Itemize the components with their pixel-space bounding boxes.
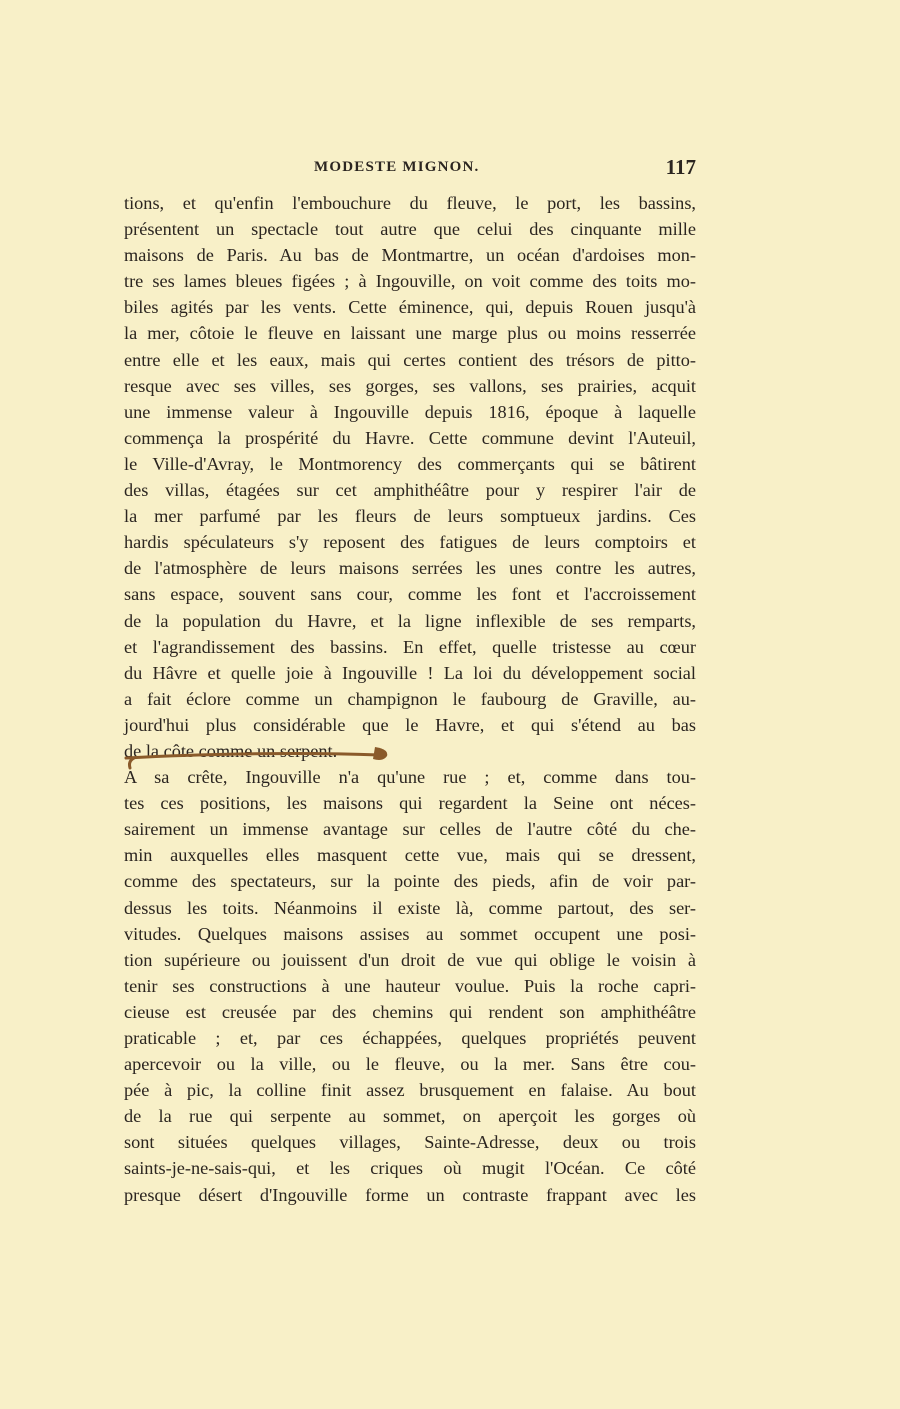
text-line: sairement un immense avantage sur celles de l'autre côté du che- [124, 819, 696, 840]
text-line: tenir ses constructions à une hauteur voulue. Puis la roche capri- [124, 975, 696, 996]
text-line: des villas, étagées sur cet amphithéâtre pour y respirer l'air de [124, 480, 696, 501]
text-line: hardis spéculateurs s'y reposent des fatigues de leurs comptoirs et [124, 532, 696, 553]
text-line: A sa crête, Ingouville n'a qu'une rue ; et, comme dans tou- [124, 767, 696, 788]
text-line: presque désert d'Ingouville forme un contraste frappant avec les [124, 1184, 696, 1205]
page-header [124, 155, 696, 181]
text-line: cieuse est creusée par des chemins qui rendent son amphithéâtre [124, 1001, 696, 1022]
page-number: 117 [665, 155, 696, 179]
text-line: commença la prospérité du Havre. Cette commune devint l'Auteuil, [124, 427, 696, 448]
text-line: tre ses lames bleues figées ; à Ingouville, on voit comme des toits mo- [124, 271, 696, 292]
text-line: une immense valeur à Ingouville depuis 1816, époque à laquelle [124, 401, 696, 422]
text-line: sont situées quelques villages, Sainte-Adresse, deux ou trois [124, 1132, 696, 1153]
text-line: maisons de Paris. Au bas de Montmartre, un océan d'ardoises mon- [124, 245, 696, 266]
text-line: tions, et qu'enfin l'embouchure du fleuve, le port, les bassins, [124, 193, 696, 213]
text-line: et l'agrandissement des bassins. En effet, quelle tristesse au cœur [124, 636, 696, 657]
text-line: min auxquelles elles masquent cette vue, mais qui se dressent, [124, 845, 696, 866]
text-line: du Hâvre et quelle joie à Ingouville ! La loi du développement social [124, 662, 696, 683]
text-line: vitudes. Quelques maisons assises au sommet occupent une posi- [124, 923, 696, 944]
text-line: de la population du Havre, et la ligne inflexible de ses remparts, [124, 610, 696, 631]
text-line: dessus les toits. Néanmoins il existe là, comme partout, des ser- [124, 897, 696, 918]
text-line: jourd'hui plus considérable que le Havre, et qui s'étend au bas [124, 714, 696, 735]
text-line: de l'atmosphère de leurs maisons serrées les unes contre les autres, [124, 558, 696, 579]
text-line: présentent un spectacle tout autre que celui des cinquante mille [124, 219, 696, 240]
text-line: tion supérieure ou jouissent d'un droit de vue qui oblige le voisin à [124, 949, 696, 970]
text-line: tes ces positions, les maisons qui regardent la Seine ont néces- [124, 793, 696, 814]
text-line: comme des spectateurs, sur la pointe des pieds, afin de voir par- [124, 871, 696, 892]
text-line: la mer parfumé par les fleurs de leurs somptueux jardins. Ces [124, 506, 696, 527]
text-line: a fait éclore comme un champignon le faubourg de Graville, au- [124, 688, 696, 709]
text-line: resque avec ses villes, ses gorges, ses vallons, ses prairies, acquit [124, 375, 696, 396]
running-title: MODESTE MIGNON. [314, 159, 480, 175]
text-line: de la rue qui serpente au sommet, on aperçoit les gorges où [124, 1106, 696, 1127]
text-line: sans espace, souvent sans cour, comme les font et l'accroissement [124, 584, 696, 605]
text-line: biles agités par les vents. Cette éminence, qui, depuis Rouen jusqu'à [124, 297, 696, 318]
text-line: la mer, côtoie le fleuve en laissant une marge plus ou moins resserrée [124, 323, 696, 344]
text-line: entre elle et les eaux, mais qui certes contient des trésors de pitto- [124, 349, 696, 370]
text-line: praticable ; et, par ces échappées, quelques propriétés peuvent [124, 1028, 696, 1048]
text-line: saints-je-ne-sais-qui, et les criques où mugit l'Océan. Ce côté [124, 1158, 696, 1179]
text-line: pée à pic, la colline finit assez brusquement en falaise. Au bout [124, 1080, 696, 1101]
text-line: apercevoir ou la ville, ou le fleuve, ou la mer. Sans être cou- [124, 1054, 696, 1075]
text-line: le Ville-d'Avray, le Montmorency des commerçants qui se bâtirent [124, 453, 696, 474]
body-text [124, 190, 696, 1208]
text-line: de la côte comme un serpent. [124, 740, 338, 761]
